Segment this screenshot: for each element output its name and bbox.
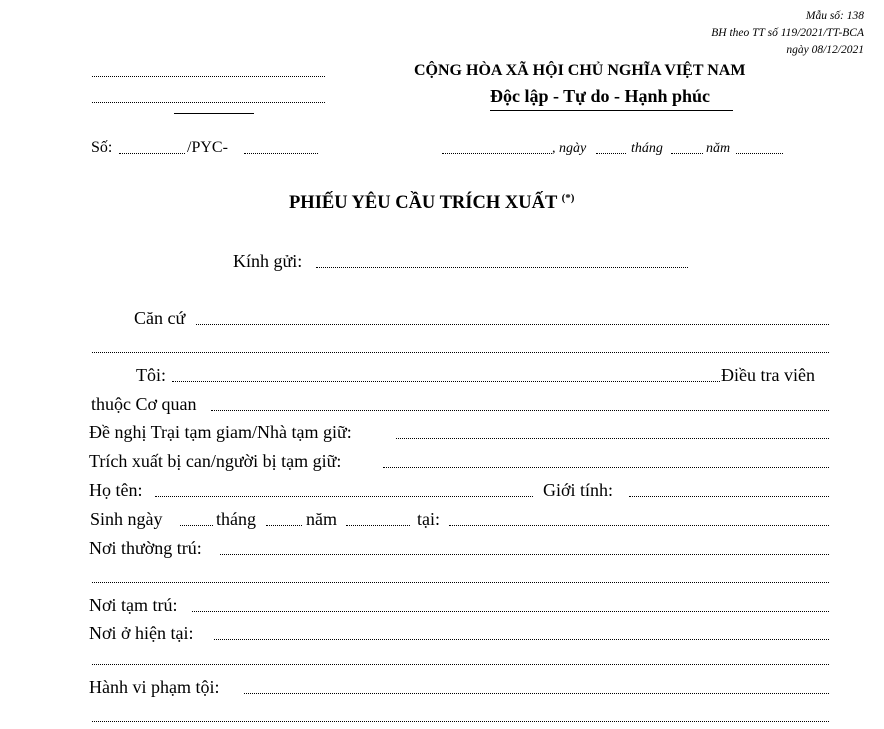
form-code-number: Mẫu số: 138 [805, 10, 864, 22]
birth-month-field[interactable] [266, 525, 302, 526]
toi-field[interactable] [172, 381, 720, 382]
tai-label: tại: [417, 509, 440, 529]
trich-xuat-label: Trích xuất bị can/người bị tạm giữ: [89, 451, 342, 471]
birth-place-field[interactable] [449, 525, 829, 526]
agency-line-1[interactable] [92, 76, 325, 77]
agency-line-2[interactable] [92, 102, 325, 103]
de-nghi-label: Đề nghị Trại tạm giam/Nhà tạm giữ: [89, 422, 352, 442]
bi-can-field[interactable] [383, 467, 829, 468]
sinh-ngay-label: Sinh ngày [90, 509, 163, 529]
thuoc-co-quan-label: thuộc Cơ quan [91, 394, 197, 414]
kinh-gui-label: Kính gửi: [233, 251, 303, 271]
pyc-label: /PYC- [187, 139, 228, 156]
birth-nam-label: năm [306, 509, 337, 529]
date-thang-label: tháng [631, 141, 663, 156]
form-code [711, 8, 864, 59]
country-title: CỘNG HÒA XÃ HỘI CHỦ NGHĨA VIỆT NAM [414, 62, 746, 79]
hanh-vi-field[interactable] [244, 693, 829, 694]
birth-thang-label: tháng [216, 509, 256, 529]
place-field[interactable] [442, 153, 552, 154]
can-cu-label: Căn cứ [134, 308, 186, 328]
national-motto: Độc lập - Tự do - Hạnh phúc [490, 86, 711, 106]
gioi-tinh-field[interactable] [629, 496, 829, 497]
form-code-circular: BH theo TT số 119/2021/TT-BCA [711, 27, 864, 39]
noi-thuong-tru-label: Nơi thường trú: [89, 538, 202, 558]
date-year-field[interactable] [736, 153, 783, 154]
kinh-gui-field[interactable] [316, 267, 688, 268]
noi-tam-tru-label: Nơi tạm trú: [89, 595, 178, 615]
date-month-field[interactable] [671, 153, 703, 154]
tam-tru-field[interactable] [192, 611, 829, 612]
pyc-field[interactable] [244, 153, 318, 154]
ho-ten-field[interactable] [155, 496, 533, 497]
hanh-vi-field-2[interactable] [92, 721, 829, 722]
noi-o-hien-tai-label: Nơi ở hiện tại: [89, 623, 194, 643]
so-field[interactable] [119, 153, 185, 154]
dieu-tra-vien-label: Điều tra viên [721, 365, 815, 385]
title-note: (*) [561, 192, 575, 204]
so-label: Số: [91, 139, 113, 156]
form-code-date: ngày 08/12/2021 [786, 44, 864, 56]
ho-ten-label: Họ tên: [89, 480, 143, 500]
birth-day-field[interactable] [180, 525, 213, 526]
motto-underline [490, 110, 733, 111]
date-nam-label: năm [706, 141, 731, 156]
gioi-tinh-label: Giới tính: [543, 480, 614, 500]
agency-underline [174, 113, 254, 114]
title-text: PHIẾU YÊU CẦU TRÍCH XUẤT [289, 193, 557, 214]
date-day-field[interactable] [596, 153, 626, 154]
document-title [289, 192, 574, 214]
hien-tai-field-2[interactable] [92, 664, 829, 665]
hien-tai-field[interactable] [214, 639, 829, 640]
thuong-tru-field[interactable] [220, 554, 829, 555]
date-ngay-label: , ngày [552, 141, 587, 156]
co-quan-field[interactable] [211, 410, 829, 411]
thuong-tru-field-2[interactable] [92, 582, 829, 583]
toi-label: Tôi: [136, 365, 166, 385]
trai-tam-giam-field[interactable] [396, 438, 829, 439]
birth-year-field[interactable] [346, 525, 410, 526]
can-cu-field[interactable] [196, 324, 829, 325]
can-cu-field-2[interactable] [92, 352, 829, 353]
hanh-vi-label: Hành vi phạm tội: [89, 677, 220, 697]
